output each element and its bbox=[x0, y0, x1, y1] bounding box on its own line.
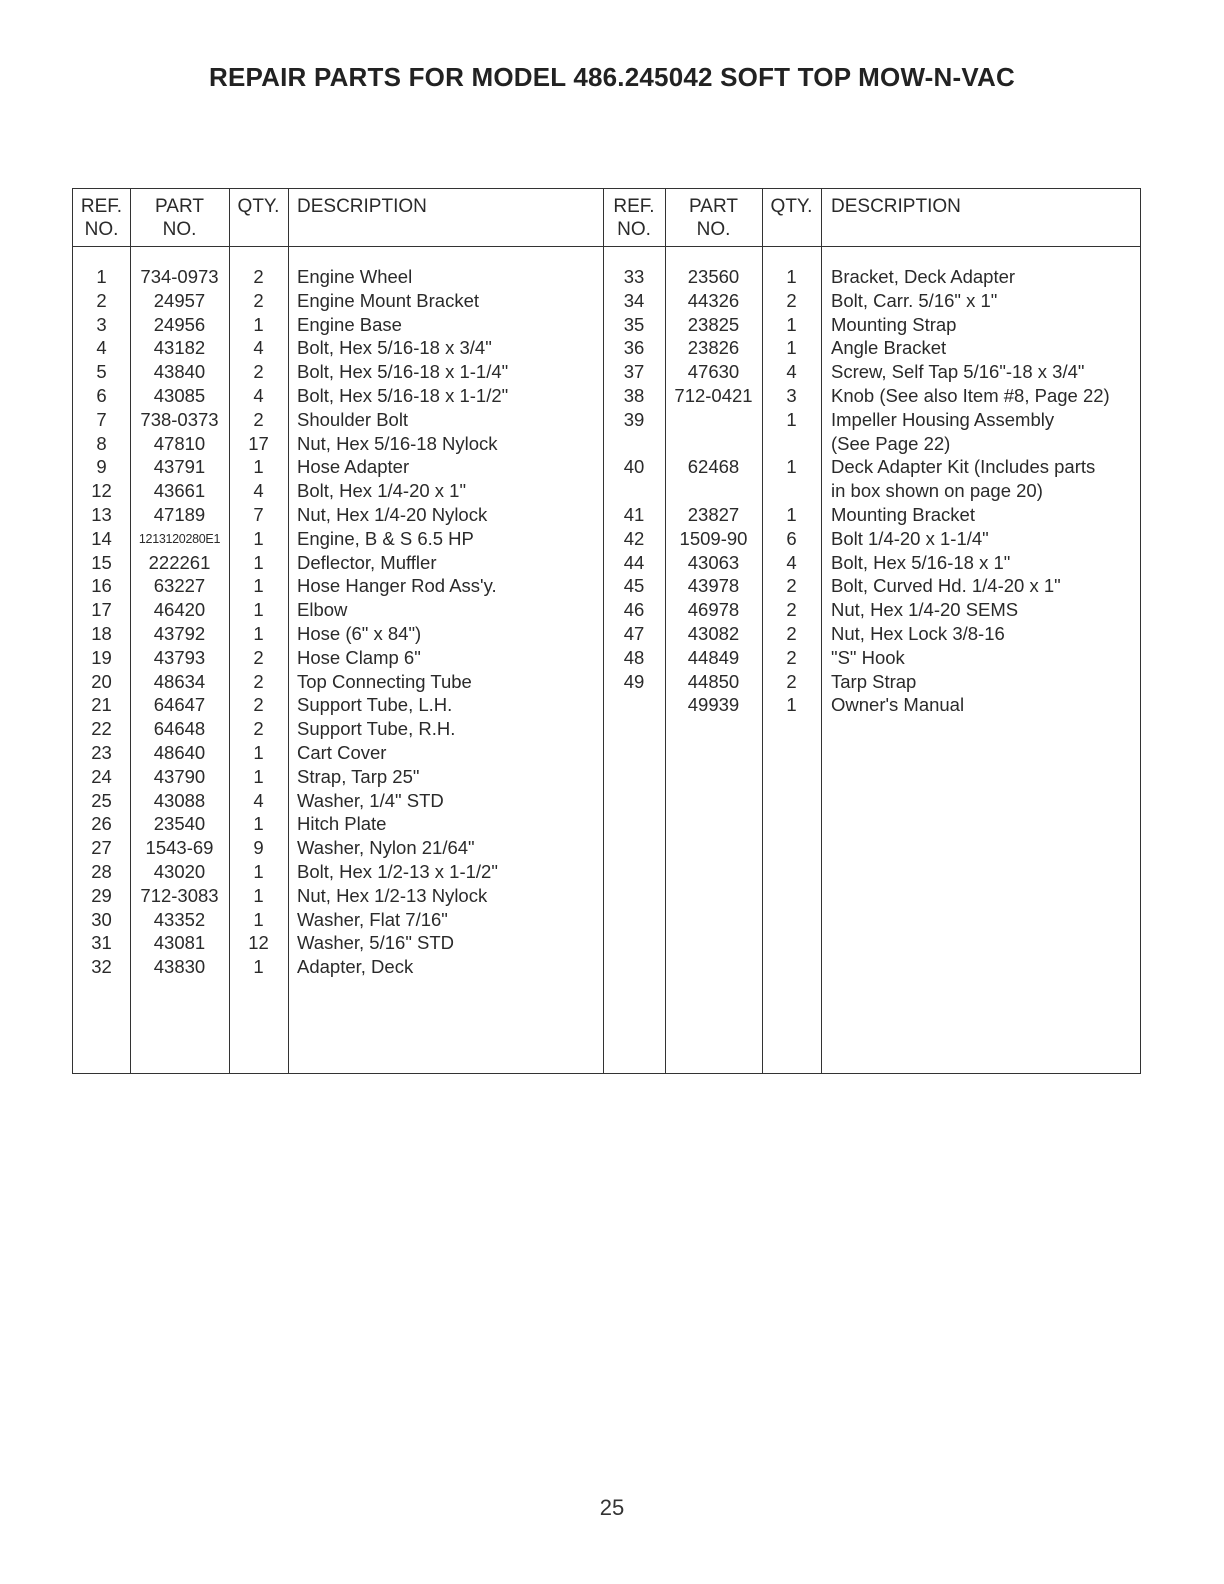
description-cell: Support Tube, L.H. bbox=[297, 694, 453, 716]
description-cell: Bolt 1/4-20 x 1-1/4" bbox=[831, 527, 989, 549]
table-row bbox=[73, 527, 1140, 551]
qty-cell: 1 bbox=[253, 908, 264, 930]
ref-cell: 26 bbox=[91, 813, 112, 835]
ref-cell: 38 bbox=[623, 385, 645, 406]
header-part bbox=[130, 195, 229, 241]
description-cell: Screw, Self Tap 5/16"-18 x 3/4" bbox=[831, 361, 1085, 383]
part-cell: 23825 bbox=[687, 313, 740, 335]
ref-cell: 41 bbox=[623, 504, 645, 525]
table-row bbox=[73, 789, 1140, 813]
qty-cell: 2 bbox=[253, 670, 264, 692]
part-cell: 43661 bbox=[153, 480, 206, 502]
part-cell: 62468 bbox=[687, 456, 740, 478]
ref-cell: 2 bbox=[96, 289, 107, 311]
description-cell: Bolt, Hex 1/2-13 x 1-1/2" bbox=[297, 861, 498, 882]
qty-cell: 1 bbox=[253, 813, 264, 835]
qty-cell: 2 bbox=[786, 289, 797, 311]
description-cell: Deck Adapter Kit (Includes parts bbox=[831, 456, 1096, 478]
qty-cell: 1 bbox=[253, 884, 264, 906]
qty-cell: 4 bbox=[253, 480, 264, 502]
description-cell: (See Page 22) bbox=[831, 432, 951, 454]
header-ref bbox=[73, 195, 130, 241]
qty-cell: 1 bbox=[253, 956, 264, 978]
qty-cell: 2 bbox=[253, 361, 264, 383]
part-cell: 43082 bbox=[687, 623, 740, 644]
ref-cell: 44 bbox=[623, 551, 645, 573]
part-cell: 48640 bbox=[153, 742, 206, 763]
table-row bbox=[73, 670, 1140, 694]
table-row bbox=[73, 598, 1140, 622]
description-cell: Hose Adapter bbox=[297, 456, 410, 478]
qty-cell: 2 bbox=[253, 694, 264, 716]
ref-cell: 33 bbox=[623, 266, 645, 287]
header-part-line2: NO. bbox=[162, 219, 197, 240]
header-ref bbox=[603, 195, 665, 241]
qty-cell: 1 bbox=[786, 313, 797, 335]
description-cell: Hose (6" x 84") bbox=[297, 623, 422, 644]
ref-cell: 8 bbox=[96, 432, 107, 454]
table-row bbox=[73, 432, 1140, 456]
qty-cell: 2 bbox=[253, 408, 264, 430]
ref-cell: 15 bbox=[91, 551, 112, 573]
qty-cell: 2 bbox=[253, 266, 264, 287]
ref-cell: 6 bbox=[96, 385, 107, 406]
part-cell: 43793 bbox=[153, 646, 206, 668]
qty-cell: 2 bbox=[253, 646, 264, 668]
part-cell: 24957 bbox=[153, 289, 206, 311]
table-row bbox=[73, 717, 1140, 741]
part-cell: 43978 bbox=[687, 575, 740, 597]
table-row bbox=[73, 289, 1140, 313]
table-row bbox=[73, 265, 1140, 289]
ref-cell: 28 bbox=[91, 861, 112, 882]
ref-cell: 20 bbox=[91, 670, 112, 692]
ref-cell: 13 bbox=[91, 504, 112, 525]
table-row bbox=[73, 955, 1140, 979]
part-cell: 46978 bbox=[687, 599, 740, 621]
qty-cell: 1 bbox=[253, 527, 264, 549]
header-ref-line2: NO. bbox=[84, 219, 119, 240]
ref-cell: 21 bbox=[91, 694, 112, 716]
ref-cell: 31 bbox=[91, 932, 112, 954]
ref-cell: 42 bbox=[623, 527, 645, 549]
part-cell: 43063 bbox=[687, 551, 740, 573]
part-cell: 43020 bbox=[153, 861, 206, 882]
description-cell: Support Tube, R.H. bbox=[297, 718, 456, 740]
description-cell: Shoulder Bolt bbox=[297, 408, 409, 430]
ref-cell: 29 bbox=[91, 884, 112, 906]
qty-cell: 1 bbox=[253, 599, 264, 621]
description-cell: Top Connecting Tube bbox=[297, 670, 472, 692]
part-cell: 712-0421 bbox=[674, 385, 753, 406]
description-cell: Engine Mount Bracket bbox=[297, 289, 480, 311]
qty-cell: 2 bbox=[786, 670, 797, 692]
description-cell: Washer, 1/4" STD bbox=[297, 789, 444, 811]
qty-cell: 9 bbox=[253, 837, 264, 859]
part-cell: 49939 bbox=[687, 694, 740, 716]
description-cell: Nut, Hex 1/2-13 Nylock bbox=[297, 884, 488, 906]
ref-cell: 49 bbox=[623, 670, 645, 692]
ref-cell: 16 bbox=[91, 575, 112, 597]
description-cell: Nut, Hex 1/4-20 SEMS bbox=[831, 599, 1019, 621]
qty-cell: 1 bbox=[253, 623, 264, 644]
qty-cell: 2 bbox=[786, 599, 797, 621]
part-cell: 47189 bbox=[153, 504, 206, 525]
description-cell: Washer, Nylon 21/64" bbox=[297, 837, 475, 859]
ref-cell: 5 bbox=[96, 361, 107, 383]
description-cell: "S" Hook bbox=[831, 646, 905, 668]
parts-table bbox=[72, 188, 1141, 1074]
qty-cell: 4 bbox=[253, 789, 264, 811]
ref-cell: 14 bbox=[91, 527, 112, 549]
qty-cell: 1 bbox=[786, 694, 797, 716]
header-divider bbox=[73, 246, 1140, 247]
page-number: 25 bbox=[599, 1495, 625, 1520]
table-row bbox=[73, 908, 1140, 932]
part-cell: 222261 bbox=[148, 551, 211, 573]
description-cell: Bolt, Carr. 5/16" x 1" bbox=[831, 289, 998, 311]
part-cell: 734-0973 bbox=[140, 266, 219, 287]
qty-cell: 1 bbox=[253, 551, 264, 573]
description-cell: Hose Clamp 6" bbox=[297, 646, 421, 668]
part-cell: 23827 bbox=[687, 504, 740, 525]
description-cell: in box shown on page 20) bbox=[831, 480, 1043, 502]
qty-cell: 1 bbox=[253, 575, 264, 597]
ref-cell: 7 bbox=[96, 408, 107, 430]
qty-cell: 6 bbox=[786, 527, 797, 549]
part-cell: 43352 bbox=[153, 908, 206, 930]
part-cell: 1213120280E1 bbox=[138, 531, 221, 546]
ref-cell: 19 bbox=[91, 646, 112, 668]
description-cell: Engine Wheel bbox=[297, 266, 413, 287]
ref-cell: 9 bbox=[96, 456, 107, 478]
qty-cell: 4 bbox=[786, 361, 797, 383]
description-cell: Owner's Manual bbox=[831, 694, 965, 716]
description-cell: Mounting Bracket bbox=[831, 504, 975, 525]
header-qty: QTY. bbox=[237, 196, 280, 217]
part-cell: 44850 bbox=[687, 670, 740, 692]
table-row bbox=[73, 741, 1140, 765]
part-cell: 43840 bbox=[153, 361, 206, 383]
qty-cell: 1 bbox=[786, 504, 797, 525]
table-row bbox=[73, 646, 1140, 670]
qty-cell: 17 bbox=[248, 432, 269, 454]
description-cell: Cart Cover bbox=[297, 742, 387, 763]
table-row bbox=[73, 551, 1140, 575]
table-row bbox=[73, 360, 1140, 384]
ref-cell: 1 bbox=[96, 266, 107, 287]
part-cell: 43790 bbox=[153, 765, 206, 787]
description-cell: Deflector, Muffler bbox=[297, 551, 437, 573]
header-ref-line1: REF. bbox=[613, 196, 655, 217]
header-part-line1: PART bbox=[155, 196, 204, 217]
ref-cell: 25 bbox=[91, 789, 112, 811]
ref-cell: 12 bbox=[91, 480, 112, 502]
ref-cell: 39 bbox=[623, 408, 645, 430]
part-cell: 47630 bbox=[687, 361, 740, 383]
qty-cell: 4 bbox=[253, 385, 264, 406]
description-cell: Adapter, Deck bbox=[297, 956, 414, 978]
header-part-line2: NO. bbox=[696, 219, 731, 240]
table-row bbox=[73, 836, 1140, 860]
ref-cell: 3 bbox=[96, 313, 107, 335]
qty-cell: 1 bbox=[786, 337, 797, 359]
part-cell: 43791 bbox=[153, 456, 206, 478]
part-cell: 23540 bbox=[153, 813, 206, 835]
part-cell: 44849 bbox=[687, 646, 740, 668]
part-cell: 64648 bbox=[153, 718, 206, 740]
header-part-line1: PART bbox=[689, 196, 738, 217]
ref-cell: 37 bbox=[623, 361, 645, 383]
qty-cell: 1 bbox=[253, 456, 264, 478]
header-ref-line1: REF. bbox=[80, 196, 123, 217]
table-row bbox=[73, 931, 1140, 955]
ref-cell: 40 bbox=[623, 456, 645, 478]
description-cell: Nut, Hex Lock 3/8-16 bbox=[831, 623, 1005, 644]
part-cell: 47810 bbox=[153, 432, 206, 454]
ref-cell: 24 bbox=[91, 765, 112, 787]
table-row bbox=[73, 693, 1140, 717]
qty-cell: 4 bbox=[253, 337, 264, 359]
ref-cell: 45 bbox=[623, 575, 645, 597]
part-cell: 43085 bbox=[153, 385, 206, 406]
table-row bbox=[73, 479, 1140, 503]
page-title: REPAIR PARTS FOR MODEL 486.245042 SOFT TOP MOW-N-VAC bbox=[209, 62, 1015, 92]
description-cell: Bolt, Hex 5/16-18 x 1-1/4" bbox=[297, 361, 509, 383]
header-description: DESCRIPTION bbox=[297, 196, 427, 217]
part-cell: 63227 bbox=[153, 575, 206, 597]
table-row bbox=[73, 313, 1140, 337]
qty-cell: 2 bbox=[253, 289, 264, 311]
table-row bbox=[73, 765, 1140, 789]
description-cell: Bolt, Curved Hd. 1/4-20 x 1" bbox=[831, 575, 1061, 597]
description-cell: Mounting Strap bbox=[831, 313, 957, 335]
qty-cell: 1 bbox=[786, 408, 797, 430]
part-cell: 23826 bbox=[687, 337, 740, 359]
description-cell: Angle Bracket bbox=[831, 337, 947, 359]
description-cell: Bolt, Hex 5/16-18 x 1-1/2" bbox=[297, 385, 509, 406]
description-cell: Strap, Tarp 25" bbox=[297, 765, 420, 787]
table-row bbox=[73, 812, 1140, 836]
table-row bbox=[73, 336, 1140, 360]
description-cell: Nut, Hex 5/16-18 Nylock bbox=[297, 432, 498, 454]
header-description: DESCRIPTION bbox=[831, 196, 961, 217]
description-cell: Elbow bbox=[297, 599, 348, 621]
part-cell: 23560 bbox=[687, 266, 740, 287]
ref-cell: 18 bbox=[91, 623, 112, 644]
ref-cell: 4 bbox=[96, 337, 107, 359]
qty-cell: 12 bbox=[248, 932, 269, 954]
qty-cell: 1 bbox=[253, 861, 264, 882]
qty-cell: 2 bbox=[786, 623, 797, 644]
part-cell: 64647 bbox=[153, 694, 206, 716]
description-cell: Nut, Hex 1/4-20 Nylock bbox=[297, 504, 488, 525]
header-qty: QTY. bbox=[770, 196, 813, 217]
description-cell: Knob (See also Item #8, Page 22) bbox=[831, 385, 1110, 406]
part-cell: 24956 bbox=[153, 313, 206, 335]
qty-cell: 1 bbox=[253, 313, 264, 335]
description-cell: Hitch Plate bbox=[297, 813, 387, 835]
table-row bbox=[73, 622, 1140, 646]
ref-cell: 23 bbox=[91, 742, 112, 763]
description-cell: Engine, B & S 6.5 HP bbox=[297, 527, 474, 549]
description-cell: Impeller Housing Assembly bbox=[831, 408, 1055, 430]
ref-cell: 34 bbox=[623, 289, 645, 311]
description-cell: Bolt, Hex 5/16-18 x 3/4" bbox=[297, 337, 492, 359]
ref-cell: 17 bbox=[91, 599, 112, 621]
table-row bbox=[73, 408, 1140, 432]
part-cell: 43182 bbox=[153, 337, 206, 359]
table-row bbox=[73, 384, 1140, 408]
description-cell: Bolt, Hex 1/4-20 x 1" bbox=[297, 480, 467, 502]
description-cell: Washer, Flat 7/16" bbox=[297, 908, 448, 930]
part-cell: 1543-69 bbox=[145, 837, 214, 859]
ref-cell: 27 bbox=[91, 837, 112, 859]
description-cell: Engine Base bbox=[297, 313, 402, 335]
table-row bbox=[73, 884, 1140, 908]
part-cell: 738-0373 bbox=[140, 408, 219, 430]
qty-cell: 1 bbox=[786, 456, 797, 478]
ref-cell: 48 bbox=[623, 646, 645, 668]
part-cell: 712-3083 bbox=[140, 884, 219, 906]
qty-cell: 4 bbox=[786, 551, 797, 573]
ref-cell: 46 bbox=[623, 599, 645, 621]
ref-cell: 36 bbox=[623, 337, 645, 359]
ref-cell: 35 bbox=[623, 313, 645, 335]
ref-cell: 22 bbox=[91, 718, 112, 740]
part-cell: 48634 bbox=[153, 670, 206, 692]
description-cell: Bolt, Hex 5/16-18 x 1" bbox=[831, 551, 1011, 573]
table-row bbox=[73, 503, 1140, 527]
qty-cell: 1 bbox=[253, 742, 264, 763]
qty-cell: 2 bbox=[786, 646, 797, 668]
qty-cell: 7 bbox=[253, 504, 264, 525]
qty-cell: 1 bbox=[786, 266, 797, 287]
qty-cell: 3 bbox=[786, 385, 797, 406]
ref-cell: 30 bbox=[91, 908, 112, 930]
part-cell: 43088 bbox=[153, 789, 206, 811]
part-cell: 1509-90 bbox=[679, 527, 748, 549]
qty-cell: 2 bbox=[786, 575, 797, 597]
part-cell: 43830 bbox=[153, 956, 206, 978]
description-cell: Tarp Strap bbox=[831, 670, 917, 692]
qty-cell: 2 bbox=[253, 718, 264, 740]
part-cell: 46420 bbox=[153, 599, 206, 621]
part-cell: 43081 bbox=[153, 932, 206, 954]
table-row bbox=[73, 574, 1140, 598]
part-cell: 44326 bbox=[687, 289, 740, 311]
header-part bbox=[665, 195, 762, 241]
description-cell: Washer, 5/16" STD bbox=[297, 932, 455, 954]
ref-cell: 47 bbox=[623, 623, 645, 644]
qty-cell: 1 bbox=[253, 765, 264, 787]
table-row bbox=[73, 455, 1140, 479]
header-ref-line2: NO. bbox=[617, 219, 651, 240]
part-cell: 43792 bbox=[153, 623, 206, 644]
description-cell: Bracket, Deck Adapter bbox=[831, 266, 1016, 287]
table-row bbox=[73, 860, 1140, 884]
ref-cell: 32 bbox=[91, 956, 112, 978]
description-cell: Hose Hanger Rod Ass'y. bbox=[297, 575, 497, 597]
